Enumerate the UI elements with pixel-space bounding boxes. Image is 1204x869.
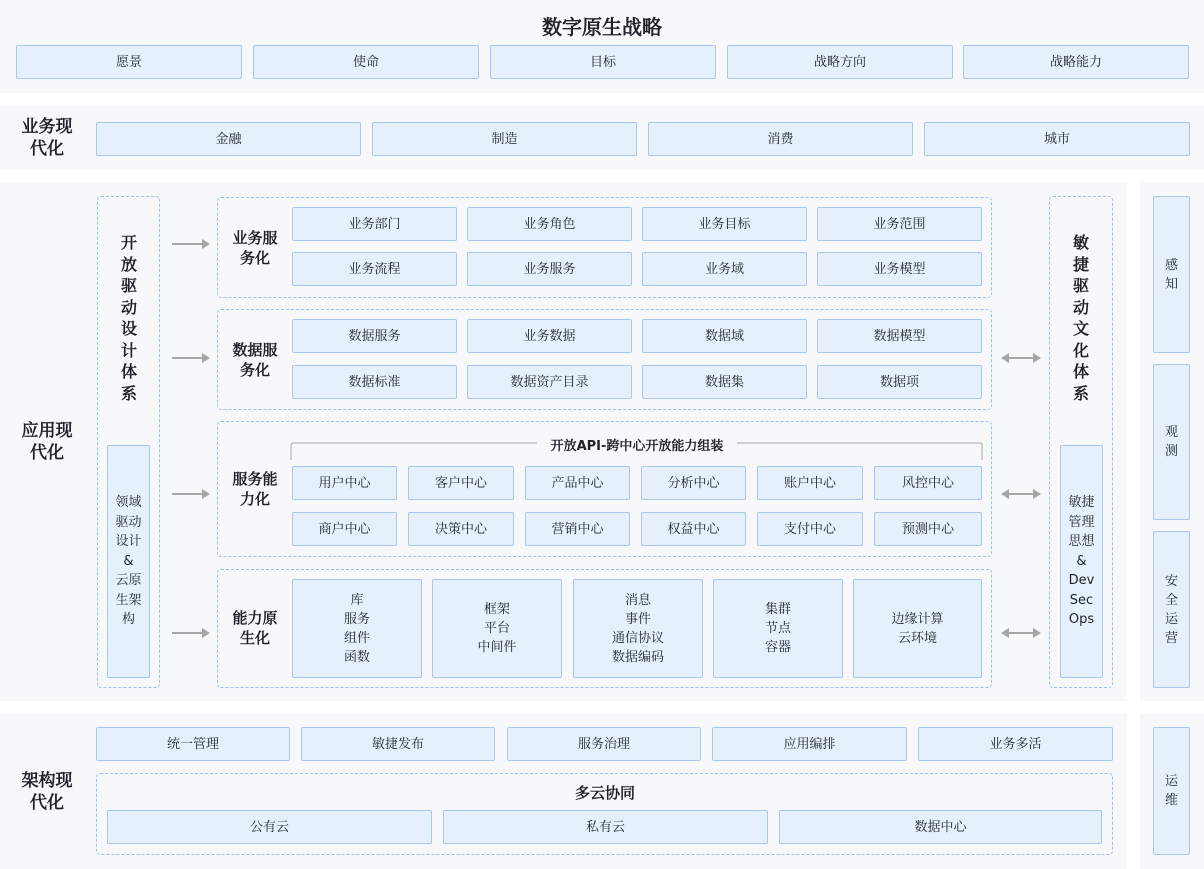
business-item: 城市 — [924, 122, 1190, 156]
right-sub-line: 敏捷 — [1068, 495, 1095, 511]
row-item: 预测中心 — [874, 512, 982, 546]
native-line: 云环境 — [897, 630, 937, 646]
left-system-sub — [107, 445, 150, 678]
arrow-right-icon — [170, 238, 212, 250]
api-bracket-label: 开放API-跨中心开放能力组装 — [537, 434, 737, 454]
native-line: 边缘计算 — [891, 611, 944, 627]
right-sub-line: Dev — [1068, 573, 1095, 589]
side-item-ops — [1153, 727, 1190, 855]
row-item: 营销中心 — [525, 512, 630, 546]
right-sub-line: 管理 — [1068, 514, 1095, 530]
native-item-messaging — [573, 579, 703, 678]
side-item-label: 安全运营 — [1164, 573, 1178, 646]
row-item: 分析中心 — [641, 466, 746, 500]
left-sub-line: 云原 — [115, 573, 142, 589]
row-item: 业务数据 — [467, 319, 632, 353]
row-item: 支付中心 — [757, 512, 863, 546]
native-line: 集群 — [764, 602, 791, 617]
business-item: 消费 — [648, 122, 913, 156]
side-item-label: 观测 — [1164, 425, 1178, 459]
row-item: 用户中心 — [292, 466, 397, 500]
native-item-edge — [853, 579, 982, 678]
architecture-item: 应用编排 — [712, 727, 907, 761]
side-item-label: 感知 — [1164, 257, 1178, 292]
left-sub-line: 生架 — [115, 592, 142, 608]
native-item-framework — [432, 579, 562, 678]
double-arrow-icon — [1000, 488, 1042, 500]
architecture-item: 业务多活 — [918, 727, 1113, 761]
business-item: 制造 — [372, 122, 637, 156]
native-line: 消息 — [624, 592, 651, 608]
row-item: 数据资产目录 — [467, 365, 632, 399]
right-system-title: 敏捷驱动文化体系 — [1072, 233, 1089, 403]
right-sub-line: Sec — [1069, 592, 1094, 608]
row-item: 业务角色 — [467, 207, 632, 241]
row-item: 数据项 — [817, 365, 982, 399]
strategy-item: 战略能力 — [963, 45, 1189, 79]
cloud-item: 私有云 — [443, 810, 768, 844]
row-item: 数据服务 — [292, 319, 457, 353]
native-line: 平台 — [483, 621, 510, 636]
row-item: 账户中心 — [757, 466, 863, 500]
cloud-item: 公有云 — [107, 810, 432, 844]
row-item: 商户中心 — [292, 512, 397, 546]
row-item: 业务部门 — [292, 207, 457, 241]
row-label: 业务服务化 — [232, 229, 278, 267]
business-item: 金融 — [96, 122, 361, 156]
cloud-item: 数据中心 — [779, 810, 1102, 844]
native-line: 组件 — [343, 630, 370, 646]
right-sub-line: 思想 — [1068, 534, 1095, 550]
native-item-cluster — [713, 579, 843, 678]
row-item: 业务范围 — [817, 207, 982, 241]
row-item: 数据模型 — [817, 319, 982, 353]
side-item-security — [1153, 531, 1190, 688]
row-item: 业务域 — [642, 252, 807, 286]
native-line: 框架 — [483, 602, 510, 617]
arrow-right-icon — [170, 488, 212, 500]
architecture-label: 架构现代化 — [21, 771, 73, 813]
native-line: 节点 — [764, 621, 791, 636]
row-item: 决策中心 — [408, 512, 514, 546]
row-label: 能力原生化 — [232, 609, 278, 647]
native-line: 事件 — [624, 611, 651, 627]
architecture-item: 统一管理 — [96, 727, 290, 761]
multicloud-title: 多云协同 — [574, 783, 635, 802]
left-sub-line: 设计 — [115, 534, 142, 550]
row-item: 风控中心 — [874, 466, 982, 500]
native-line: 函数 — [343, 649, 370, 665]
side-item-observe — [1153, 364, 1190, 520]
side-item-perception — [1153, 196, 1190, 353]
row-item: 数据标准 — [292, 365, 457, 399]
native-line: 通信协议 — [611, 630, 664, 646]
business-label: 业务现代化 — [21, 117, 73, 159]
right-system-sub — [1060, 445, 1103, 678]
right-sub-line: Ops — [1068, 612, 1095, 628]
strategy-item: 愿景 — [16, 45, 242, 79]
side-item-label: 运维 — [1164, 774, 1178, 808]
strategy-item: 战略方向 — [727, 45, 953, 79]
row-item: 产品中心 — [525, 466, 630, 500]
double-arrow-icon — [1000, 352, 1042, 364]
row-item: 权益中心 — [641, 512, 746, 546]
double-arrow-icon — [1000, 627, 1042, 639]
row-item: 业务服务 — [467, 252, 632, 286]
row-label: 服务能力化 — [232, 470, 278, 508]
arrow-right-icon — [170, 627, 212, 639]
row-item: 业务流程 — [292, 252, 457, 286]
left-sub-line: 领域 — [115, 495, 142, 511]
native-item-library — [292, 579, 422, 678]
native-line: 数据编码 — [611, 649, 664, 665]
strategy-item: 目标 — [490, 45, 716, 79]
row-label: 数据服务化 — [232, 341, 278, 379]
row-item: 业务目标 — [642, 207, 807, 241]
strategy-item: 使命 — [253, 45, 479, 79]
left-sub-line: & — [123, 553, 134, 569]
arrow-right-icon — [170, 352, 212, 364]
native-line: 容器 — [764, 640, 791, 655]
native-line: 库 — [350, 592, 364, 608]
left-sub-line: 驱动 — [115, 514, 142, 530]
architecture-item: 敏捷发布 — [301, 727, 495, 761]
application-label: 应用现代化 — [21, 421, 73, 463]
row-item: 数据域 — [642, 319, 807, 353]
row-item: 数据集 — [642, 365, 807, 399]
architecture-item: 服务治理 — [507, 727, 701, 761]
left-system-title: 开放驱动设计体系 — [120, 233, 137, 403]
page-title: 数字原生战略 — [542, 14, 662, 39]
native-line: 服务 — [343, 611, 370, 627]
row-item: 客户中心 — [408, 466, 514, 500]
row-item: 业务模型 — [817, 252, 982, 286]
left-sub-line: 构 — [121, 612, 135, 628]
right-sub-line: & — [1076, 553, 1087, 569]
native-line: 中间件 — [477, 640, 517, 655]
